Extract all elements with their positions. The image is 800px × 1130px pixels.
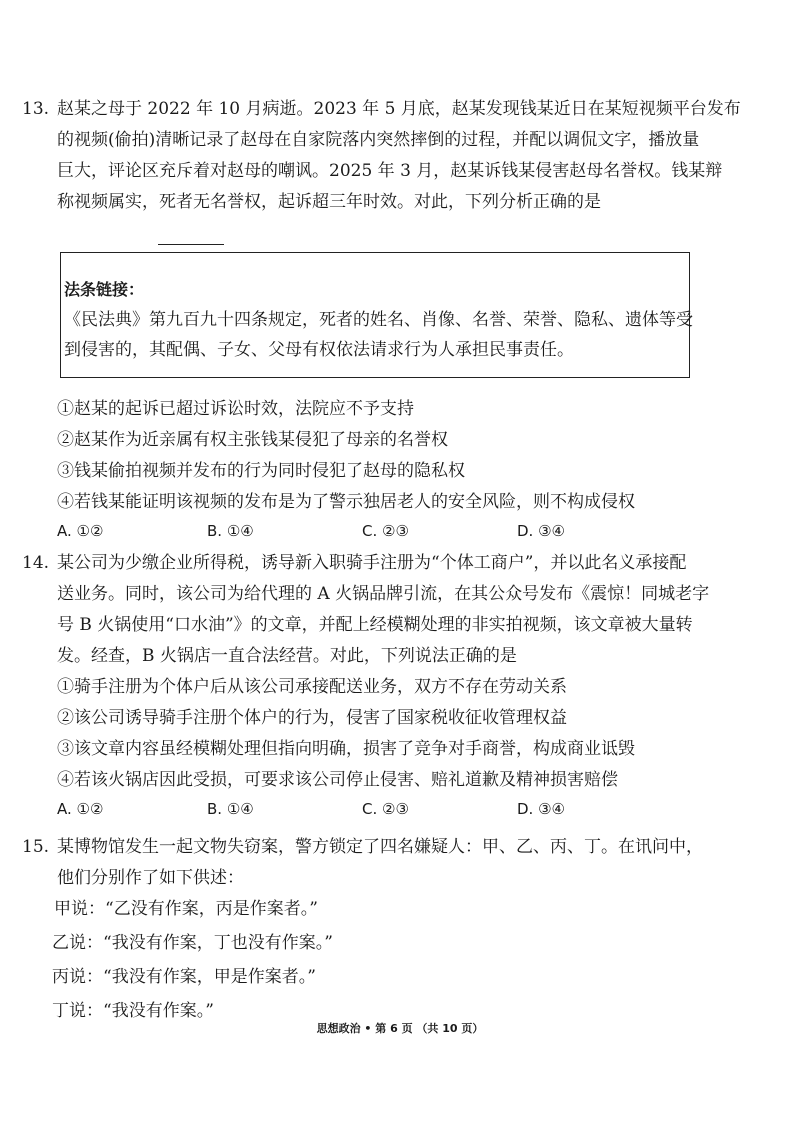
question-text-line: 巨大，评论区充斥着对赵母的嘲讽。2025 年 3 月，赵某诉钱某侵害赵母名誉权。钱某辩 — [57, 161, 723, 181]
page-footer: 思想政治 • 第 6 页 （共 10 页） — [316, 1022, 484, 1035]
question-text-line: 的视频(偷拍)清晰记录了赵母在自家院落内突然摔倒的过程，并配以调侃文字，播放量 — [57, 130, 700, 150]
question-13-options — [57, 394, 757, 544]
law-reference-box — [60, 252, 693, 378]
option-statement: ④若钱某能证明该视频的发布是为了警示独居老人的安全风险，则不构成侵权 — [57, 492, 635, 512]
question-number: 13. — [22, 99, 50, 119]
question-15 — [22, 832, 782, 894]
option-statement: ②赵某作为近亲属有权主张钱某侵犯了母亲的名誉权 — [57, 430, 448, 450]
option-statement: ①骑手注册为个体户后从该公司承接配送业务，双方不存在劳动关系 — [57, 677, 567, 697]
law-box-title: 法条链接： — [64, 280, 145, 299]
law-box-text-line: 《民法典》第九百九十四条规定，死者的姓名、肖像、名誉、荣誉、隐私、遗体等受 — [64, 310, 693, 330]
question-14 — [22, 548, 782, 822]
choice-d[interactable]: D. ③④ — [517, 522, 565, 540]
question-number: 14. — [22, 553, 50, 573]
suspect-statement: 甲说：“乙没有作案，丙是作案者。” — [54, 899, 318, 919]
option-statement: ③钱某偷拍视频并发布的行为同时侵犯了赵母的隐私权 — [57, 461, 465, 481]
question-text-line: 发。经查，B 火锅店一直合法经营。对此，下列说法正确的是 — [57, 646, 517, 666]
choice-a[interactable]: A. ①② — [57, 800, 104, 818]
choice-b[interactable]: B. ①④ — [207, 800, 254, 818]
question-text-line: 赵某之母于 2022 年 10 月病逝。2023 年 5 月底，赵某发现钱某近日在某短视频平台发布 — [57, 99, 741, 119]
law-box-text-line: 到侵害的，其配偶、子女、父母有权依法请求行为人承担民事责任。 — [64, 340, 574, 360]
choice-c[interactable]: C. ②③ — [362, 522, 409, 540]
answer-choices — [57, 518, 757, 544]
question-text-line: 某公司为少缴企业所得税，诱导新入职骑手注册为“个体工商户”，并以此名义承接配 — [57, 553, 687, 573]
question-text-line: 号 B 火锅使用“口水油”》的文章，并配上经模糊处理的非实拍视频，该文章被大量转 — [57, 615, 693, 635]
question-number: 15. — [22, 837, 50, 857]
choice-d[interactable]: D. ③④ — [517, 800, 565, 818]
suspect-statement: 丙说：“我没有作案，甲是作案者。” — [52, 967, 316, 987]
choice-c[interactable]: C. ②③ — [362, 800, 409, 818]
option-statement: ①赵某的起诉已超过诉讼时效，法院应不予支持 — [57, 399, 414, 419]
choice-b[interactable]: B. ①④ — [207, 522, 254, 540]
question-text-line: 某博物馆发生一起文物失窃案，警方锁定了四名嫌疑人：甲、乙、丙、丁。在讯问中， — [57, 837, 703, 857]
option-statement: ②该公司诱导骑手注册个体户的行为，侵害了国家税收征收管理权益 — [57, 708, 567, 728]
question-text-line: 他们分别作了如下供述： — [57, 868, 244, 888]
suspect-statement: 丁说：“我没有作案。” — [52, 1001, 214, 1021]
choice-a[interactable]: A. ①② — [57, 522, 104, 540]
question-text-line: 称视频属实，死者无名誉权，起诉超三年时效。对此，下列分析正确的是 — [57, 192, 601, 212]
option-statement: ③该文章内容虽经模糊处理但指向明确，损害了竞争对手商誉，构成商业诋毁 — [57, 739, 635, 759]
answer-choices — [22, 796, 782, 822]
answer-blank-line — [158, 244, 224, 245]
suspect-statement: 乙说：“我没有作案，丁也没有作案。” — [52, 933, 333, 953]
question-text-line: 送业务。同时，该公司为给代理的 A 火锅品牌引流，在其公众号发布《震惊！同城老字 — [57, 584, 710, 604]
option-statement: ④若该火锅店因此受损，可要求该公司停止侵害、赔礼道歉及精神损害赔偿 — [57, 770, 618, 790]
question-13 — [22, 94, 782, 218]
